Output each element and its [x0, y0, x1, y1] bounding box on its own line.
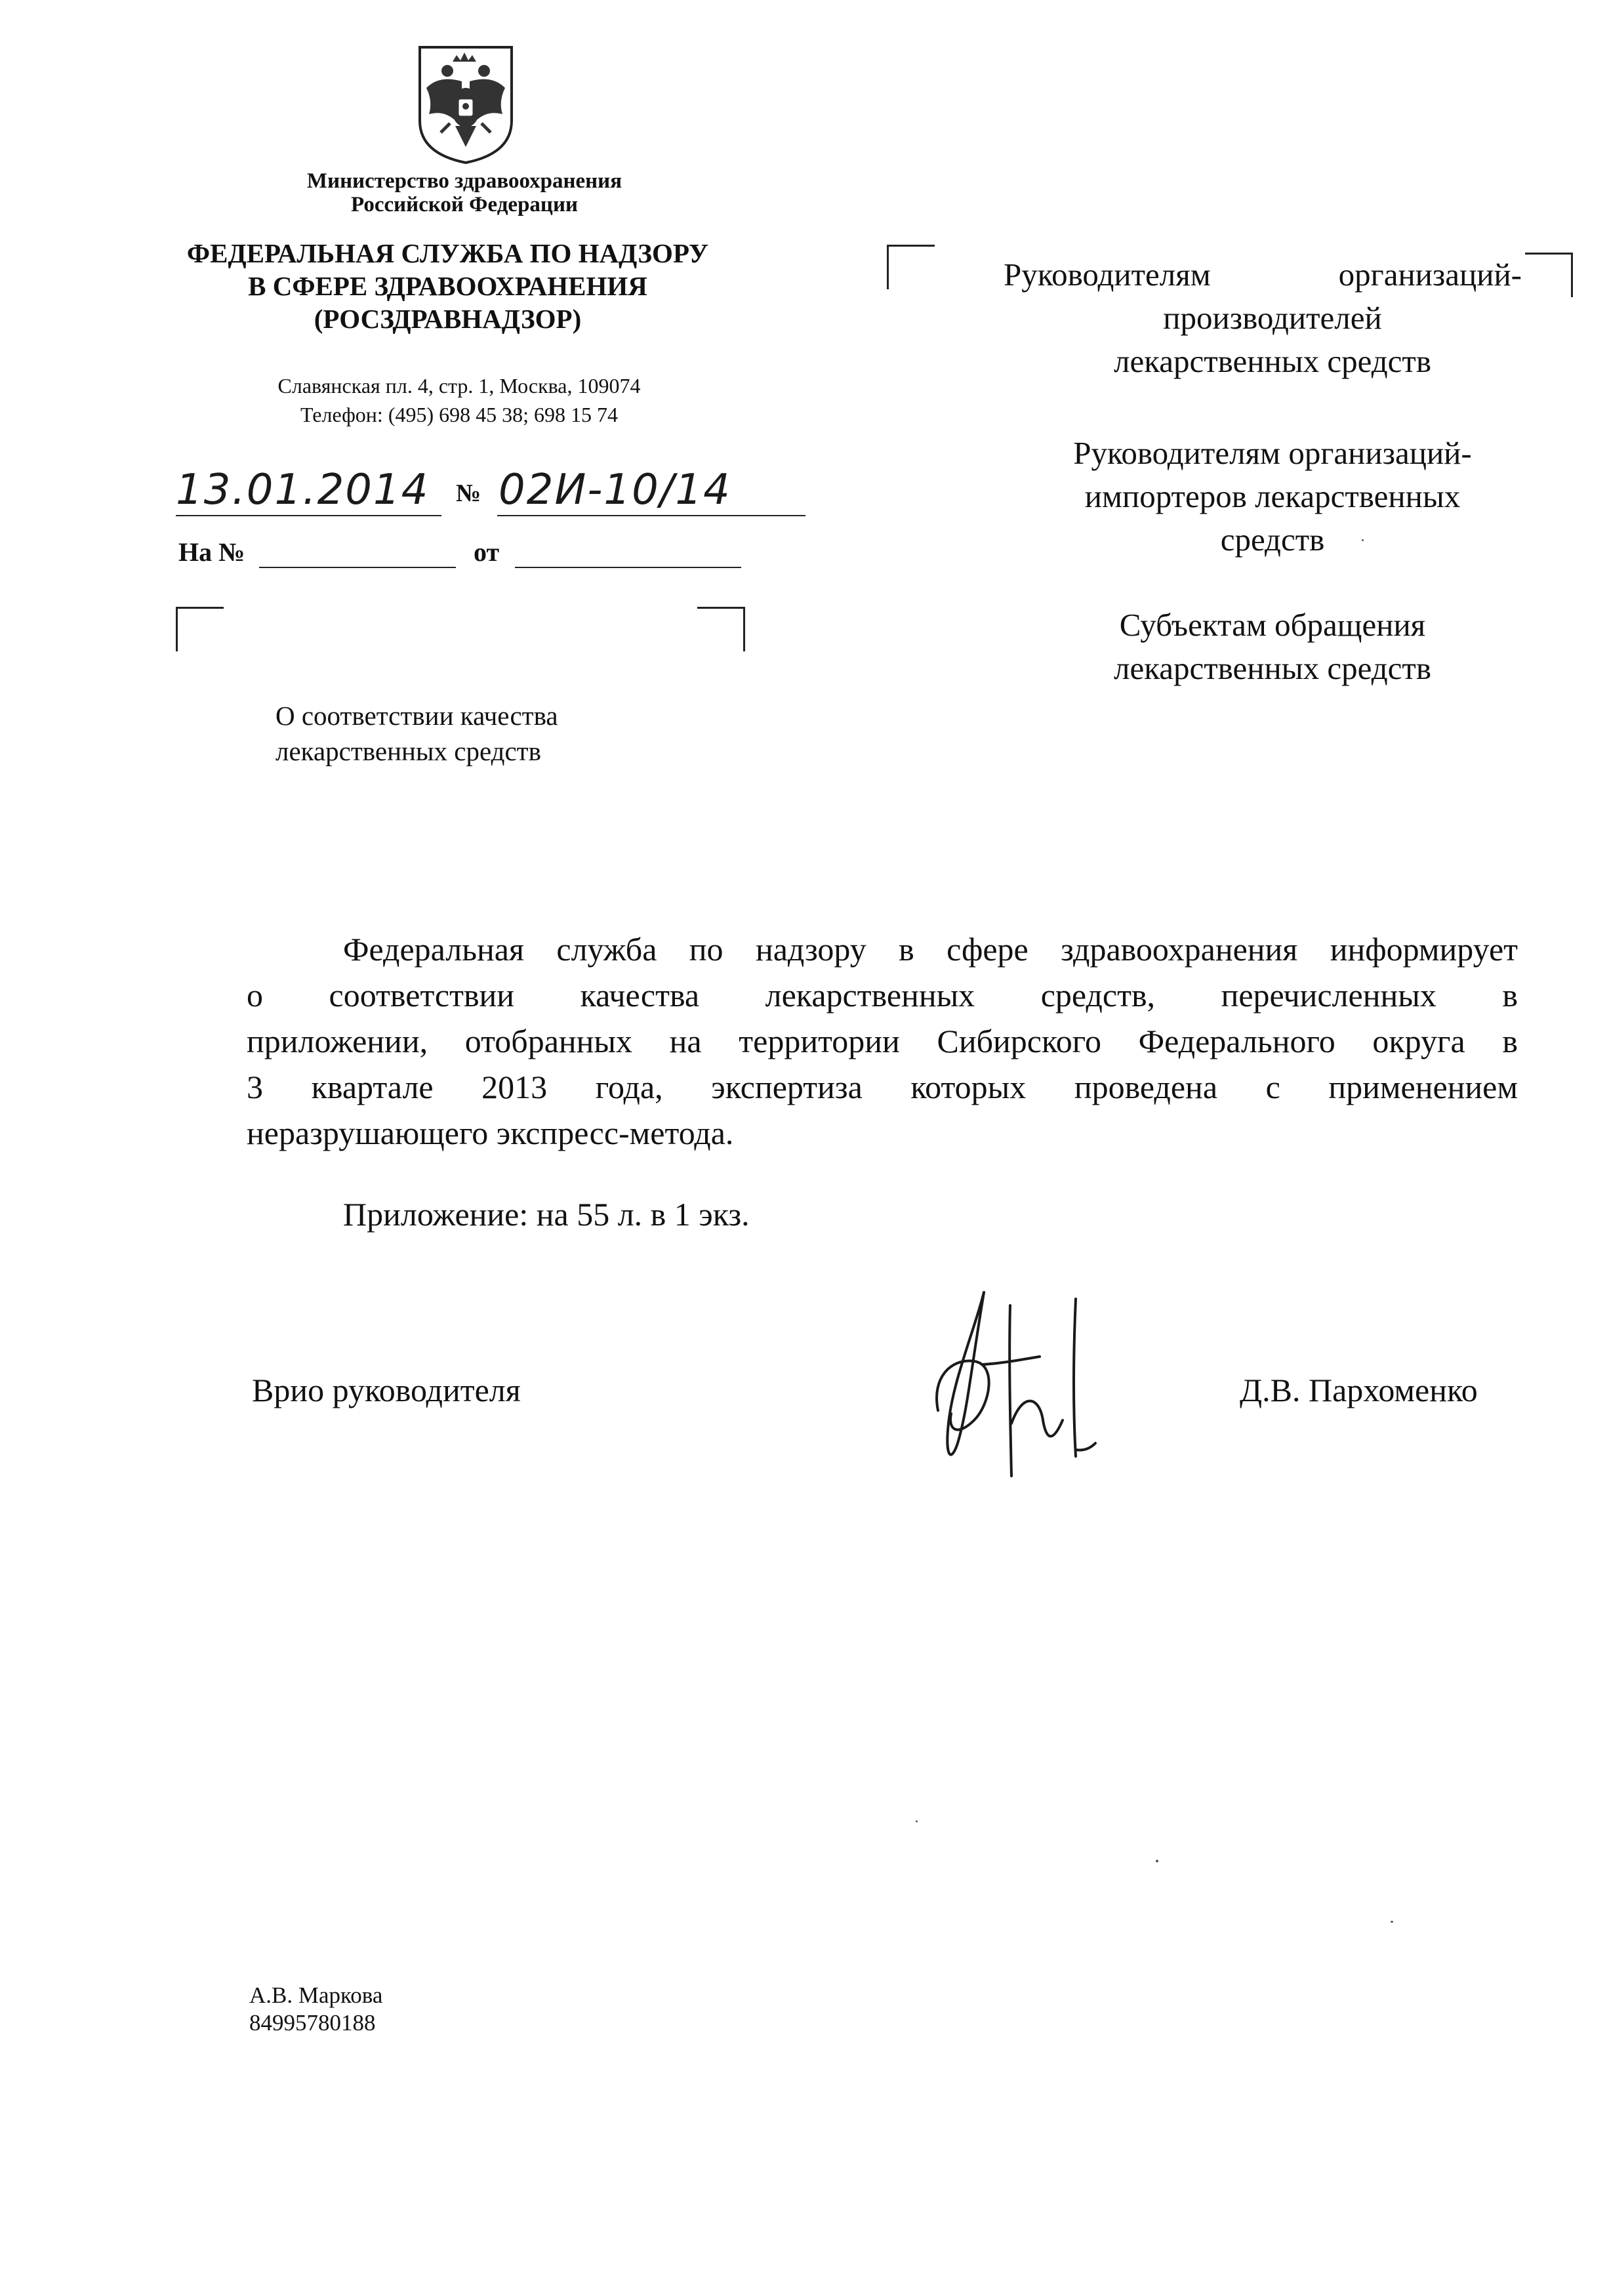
addressee-corner-right [1525, 253, 1573, 297]
subject-corner-left [176, 607, 224, 651]
signatory-position: Врио руководителя [252, 1372, 521, 1408]
body-line-2: о соответствии качества лекарственных средств, перечисленных в [247, 977, 1518, 1014]
registration-date: 13.01.2014 [176, 466, 430, 514]
reply-from-label: от [474, 537, 500, 567]
service-name-line-1: ФЕДЕРАЛЬНАЯ СЛУЖБА ПО НАДЗОРУ [186, 238, 709, 268]
number-underline [497, 515, 805, 516]
body-line-1: Федеральная служба по надзору в сфере здравоохранения информирует [343, 931, 1518, 968]
scan-speck [916, 1820, 918, 1822]
addressee-1-line-2: производителей [1163, 300, 1382, 336]
body-line-5: неразрушающего экспресс-метода. [247, 1115, 734, 1151]
reply-to-number-label: На № [178, 537, 245, 567]
addressee-3-line-2: лекарственных средств [1114, 650, 1431, 686]
service-address: Славянская пл. 4, стр. 1, Москва, 109074 [277, 374, 641, 398]
reply-from-blank [515, 567, 741, 568]
scan-speck [1391, 1921, 1393, 1923]
addressee-2-line-1: Руководителям организаций- [1073, 435, 1472, 471]
subject-line-1: О соответствии качества [275, 701, 558, 731]
ministry-name-line-1: Министерство здравоохранения [306, 169, 622, 193]
body-line-4: 3 квартале 2013 года, экспертиза которых проведена с применением [247, 1069, 1518, 1105]
registration-number-label: № [456, 480, 481, 507]
registration-number: 02И-10/14 [499, 466, 731, 514]
executor-phone: 84995780188 [249, 2010, 376, 2036]
subject-line-2: лекарственных средств [275, 736, 541, 766]
ministry-name-line-2: Российской Федерации [351, 193, 578, 216]
addressee-2-line-2: импортеров лекарственных [1084, 478, 1461, 514]
scan-speck [1156, 1860, 1158, 1862]
signatory-name: Д.В. Пархоменко [1240, 1372, 1478, 1408]
addressee-2-line-3: средств [1220, 522, 1325, 558]
service-name-line-3: (РОСЗДРАВНАДЗОР) [314, 304, 582, 334]
scan-speck [1362, 539, 1364, 541]
addressee-3-line-1: Субъектам обращения [1119, 607, 1426, 643]
addressee-1-line-1: Руководителям организаций- [1004, 256, 1522, 293]
reply-to-number-blank [259, 567, 456, 568]
attachment-note: Приложение: на 55 л. в 1 экз. [343, 1196, 750, 1233]
service-phone: Телефон: (495) 698 45 38; 698 15 74 [300, 403, 619, 426]
executor-name: А.В. Маркова [249, 1982, 383, 2008]
service-name-line-2: В СФЕРЕ ЗДРАВООХРАНЕНИЯ [248, 271, 647, 301]
handwritten-signature-icon [912, 1279, 1109, 1496]
coat-of-arms-icon [407, 42, 525, 167]
addressee-1-line-3: лекарственных средств [1114, 343, 1431, 379]
date-underline [176, 515, 441, 516]
body-line-3: приложении, отобранных на территории Сибирского Федерального округа в [247, 1023, 1518, 1059]
subject-corner-right [697, 607, 745, 651]
addressee-corner-left [887, 245, 935, 289]
